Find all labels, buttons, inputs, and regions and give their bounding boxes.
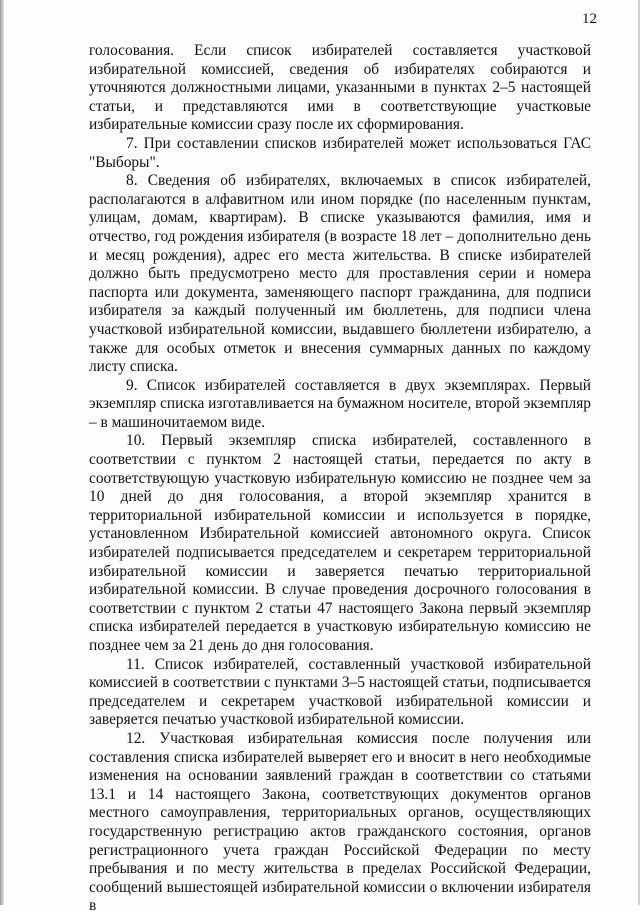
paragraph-12: 12. Участковая избирательная комиссия после получения или составления списка избирателей выверяет его и вносит в него необходимые изменения на основании заявлений граждан в соответствии со статьями 13.1 и 14 настоящего Закона, соответствующих документов органов местного самоуправления, территориальных органов, осуществляющих государственную регистрацию актов гражданского состояния, органов регистрационного учета граждан Российской Федерации по месту пребывания и по месту жительства в пределах Российской Федерации, сообщений вышестоящей избирательной комиссии о включении избирателя в bbox=[89, 729, 591, 915]
paragraph-7: 7. При составлении списков избирателей может использоваться ГАС "Выборы". bbox=[89, 134, 591, 171]
page-number: 12 bbox=[582, 11, 597, 27]
paragraph-8: 8. Сведения об избирателях, включаемых в список избирателей, располагаются в алфавитном или ином порядке (по населенным пунктам, улицам, домам, квартирам). В списке указываются фамилия, имя и отчество, год рождения избирателя (в возрасте 18 лет – дополнительно день и месяц рождения), адрес его места жительства. В списке избирателей должно быть предусмотрено место для проставления серии и номера паспорта или документа, заменяющего паспорт гражданина, для подписи избирателя за каждый полученный им бюллетень, для подписи члена участковой избирательной комиссии, выдавшего бюллетени избирателю, а также для особых отметок и внесения суммарных данных по каждому листу списка. bbox=[89, 172, 591, 376]
paragraph-9: 9. Список избирателей составляется в двух экземплярах. Первый экземпляр списка изготавливается на бумажном носителе, второй экземпляр – в машиночитаемом виде. bbox=[89, 376, 591, 431]
document-body bbox=[89, 42, 591, 916]
paragraph-11: 11. Список избирателей, составленный участковой избирательной комиссией в соответствии с пунктами 3–5 настоящей статьи, подписывается председателем и секретарем участковой избирательной комиссии и заверяется печатью участковой избирательной комиссии. bbox=[89, 655, 591, 729]
paragraph-10: 10. Первый экземпляр списка избирателей, составленного в соответствии с пунктом 2 настоящей статьи, передается по акту в соответствующую участковую избирательную комиссию не позднее чем за 10 дней до дня голосования, а второй экземпляр хранится в территориальной избирательной комиссии и используется в порядке, установленном Избирательной комиссией автономного округа. Список избирателей подписывается председателем и секретарем территориальной избирательной комиссии и заверяется печатью территориальной избирательной комиссии. В случае проведения досрочного голосования в соответствии с пунктом 2 статьи 47 настоящего Закона первый экземпляр списка избирателей передается в участковую избирательную комиссию не позднее чем за 21 день до дня голосования. bbox=[89, 432, 591, 654]
page-edge-left bbox=[0, 0, 4, 905]
paragraph-continuation: голосования. Если список избирателей составляется участковой избирательной комиссией, сведения об избирателях собираются и уточняются должностными лицами, указанными в пунктах 2–5 настоящей статьи, и представляются ими в соответствующие участковые избирательные комиссии сразу после их сформирования. bbox=[89, 42, 591, 134]
